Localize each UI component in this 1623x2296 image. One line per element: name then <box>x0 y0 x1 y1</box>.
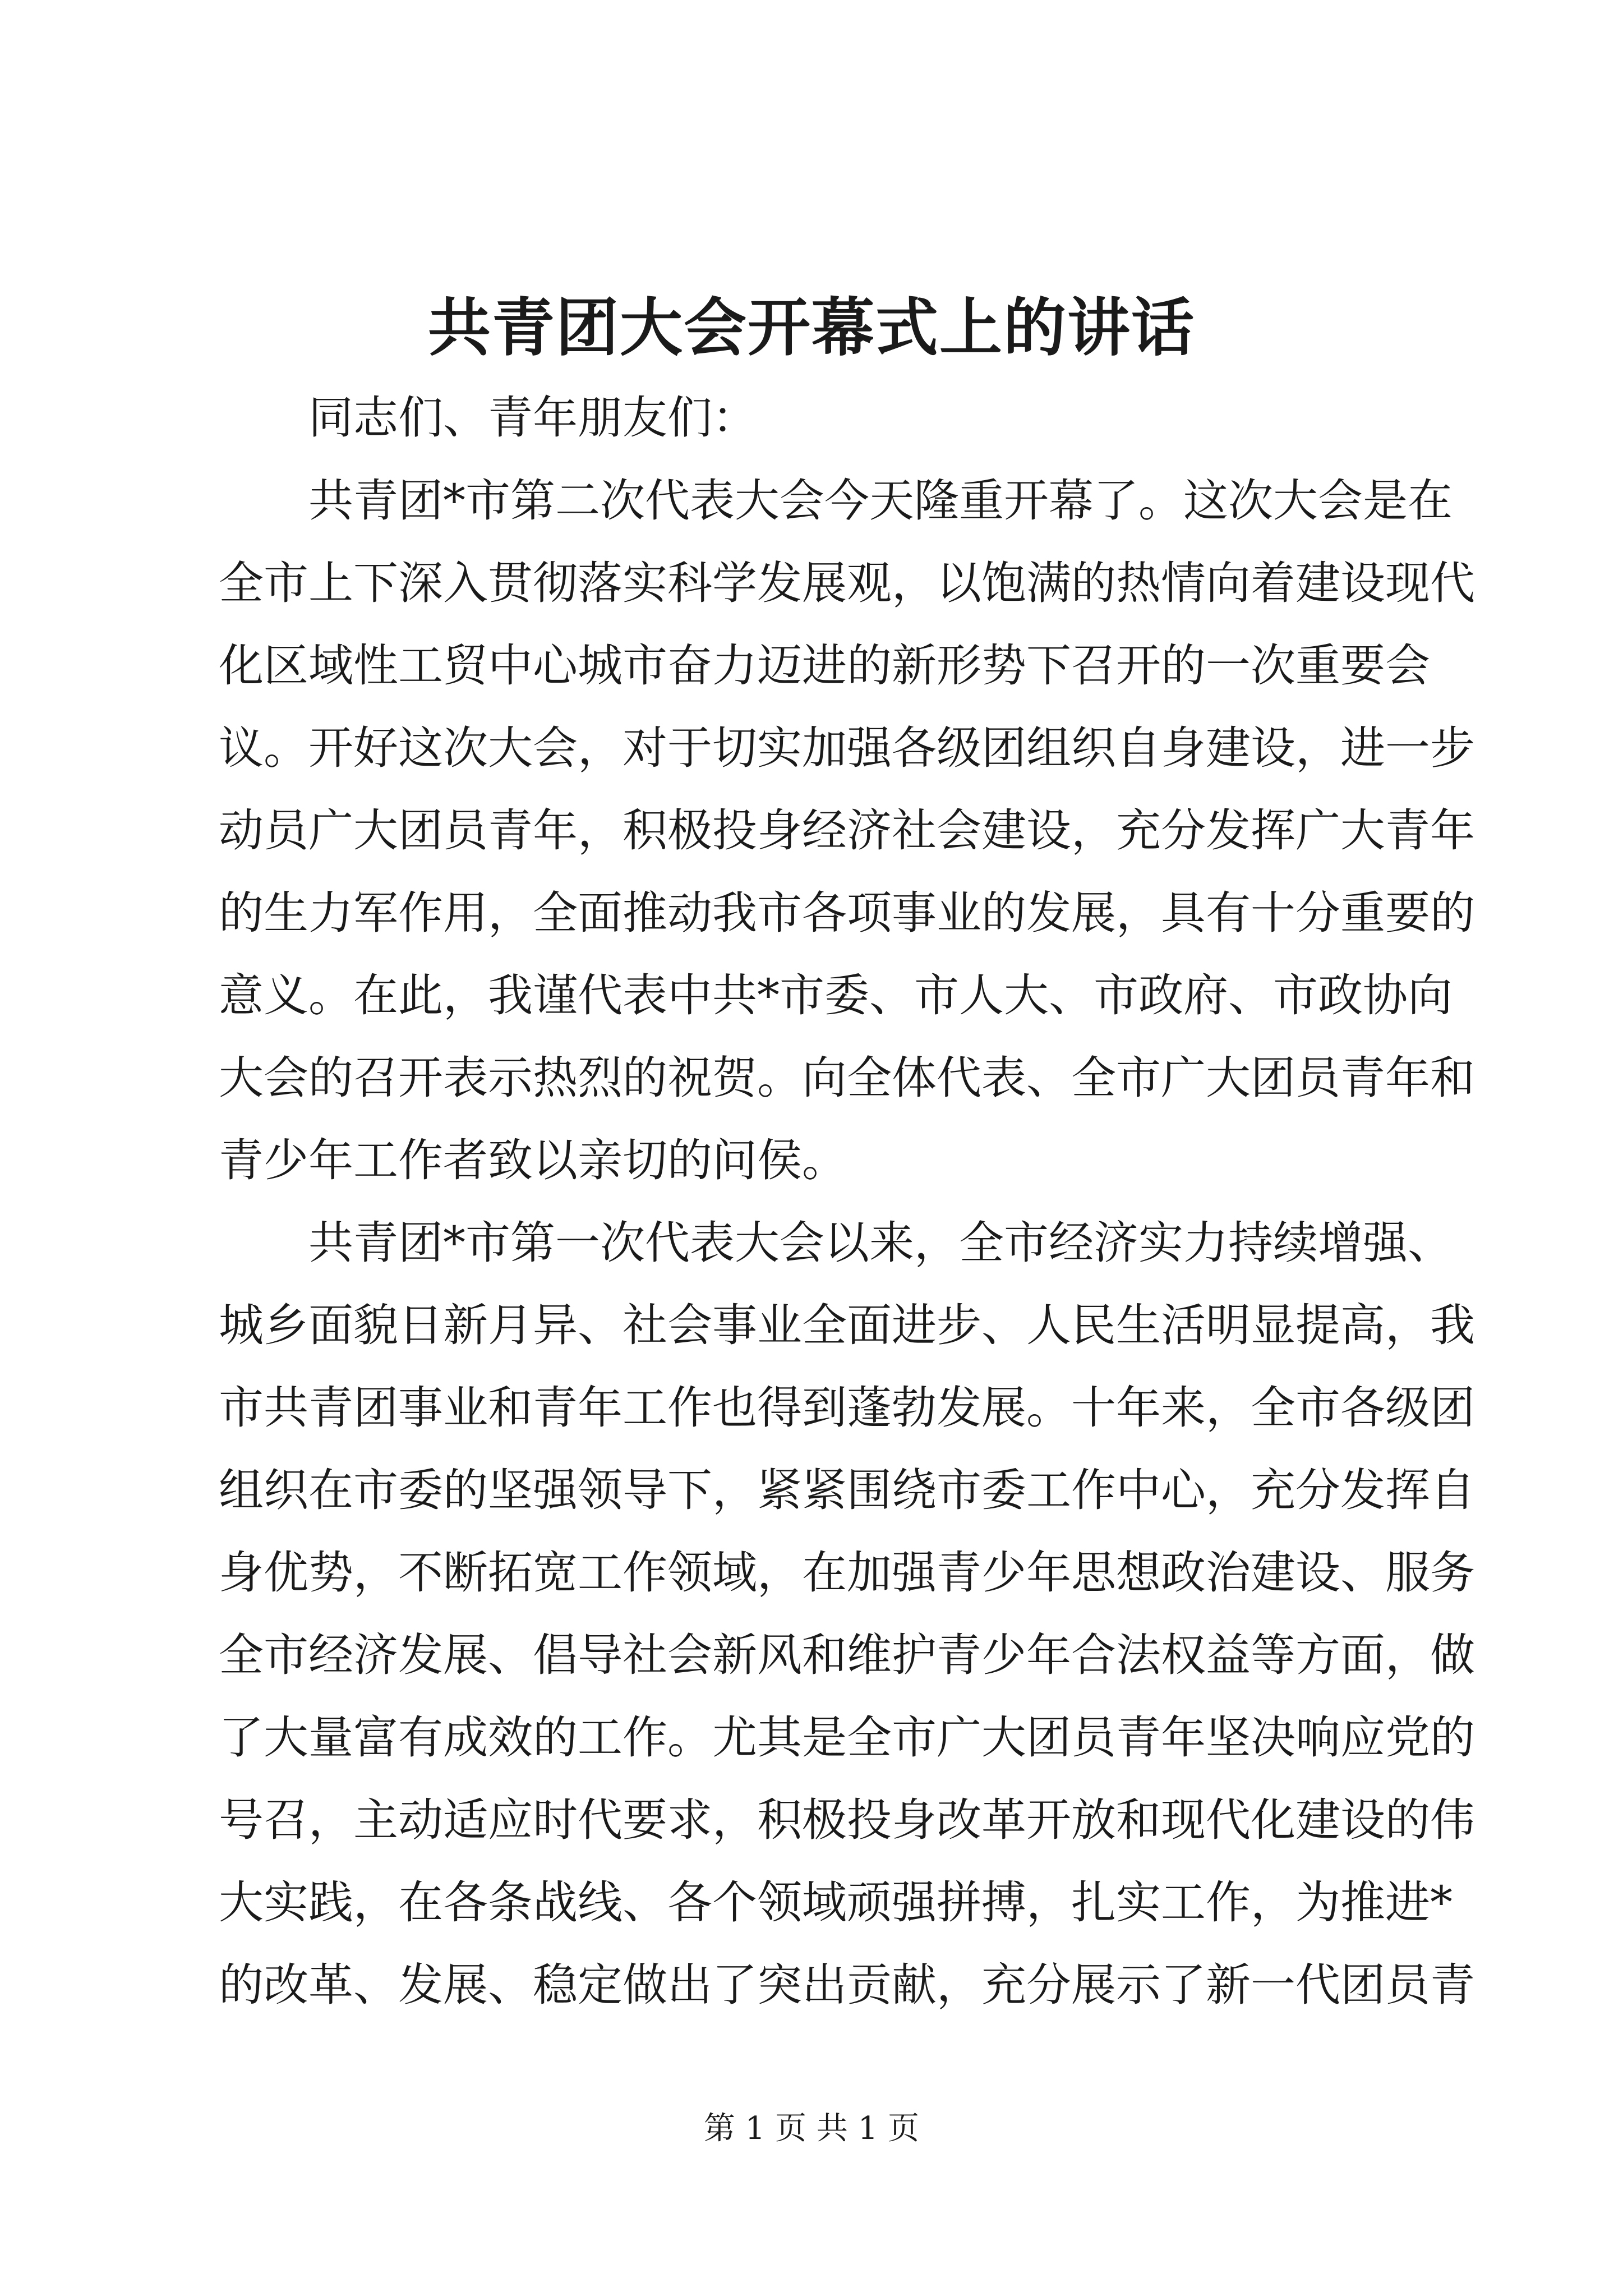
paragraph-line: 身优势，不断拓宽工作领域，在加强青少年思想政治建设、服务 <box>219 1547 1475 1599</box>
document-title: 共青团大会开幕式上的讲话 <box>428 291 1195 365</box>
paragraph-line: 青少年工作者致以亲切的问侯。 <box>219 1134 847 1186</box>
paragraph-line: 意义。在此，我谨代表中共*市委、市人大、市政府、市政协向 <box>219 969 1453 1022</box>
page-footer: 第 1 页 共 1 页 <box>703 2110 920 2147</box>
paragraph-line: 动员广大团员青年，积极投身经济社会建设，充分发挥广大青年 <box>219 804 1475 857</box>
paragraph-line: 共青团*市第一次代表大会以来，全市经济实力持续增强、 <box>308 1217 1453 1269</box>
paragraph-line: 化区域性工贸中心城市奋力迈进的新形势下召开的一次重要会 <box>219 639 1430 692</box>
paragraph-line: 号召，主动适应时代要求，积极投身改革开放和现代化建设的伟 <box>219 1794 1475 1846</box>
paragraph-line: 了大量富有成效的工作。尤其是全市广大团员青年坚决响应党的 <box>219 1711 1475 1764</box>
paragraph-line: 全市经济发展、倡导社会新风和维护青少年合法权益等方面，做 <box>219 1629 1475 1681</box>
paragraph-line: 大会的召开表示热烈的祝贺。向全体代表、全市广大团员青年和 <box>219 1052 1475 1104</box>
paragraph-line: 城乡面貌日新月异、社会事业全面进步、人民生活明显提高，我 <box>219 1299 1475 1351</box>
paragraph-line: 全市上下深入贯彻落实科学发展观，以饱满的热情向着建设现代 <box>219 557 1475 609</box>
paragraph-line: 的生力军作用，全面推动我市各项事业的发展，具有十分重要的 <box>219 887 1475 939</box>
salutation: 同志们、青年朋友们： <box>308 392 757 444</box>
paragraph-line: 组织在市委的坚强领导下，紧紧围绕市委工作中心，充分发挥自 <box>219 1464 1475 1516</box>
paragraph-line: 市共青团事业和青年工作也得到蓬勃发展。十年来，全市各级团 <box>219 1382 1475 1434</box>
paragraph-line: 的改革、发展、稳定做出了突出贡献，充分展示了新一代团员青 <box>219 1959 1475 2011</box>
paragraph-line: 议。开好这次大会，对于切实加强各级团组织自身建设，进一步 <box>219 722 1475 774</box>
paragraph-line: 大实践，在各条战线、各个领域顽强拼搏，扎实工作，为推进* <box>219 1876 1453 1929</box>
paragraph-line: 共青团*市第二次代表大会今天隆重开幕了。这次大会是在 <box>308 475 1453 527</box>
